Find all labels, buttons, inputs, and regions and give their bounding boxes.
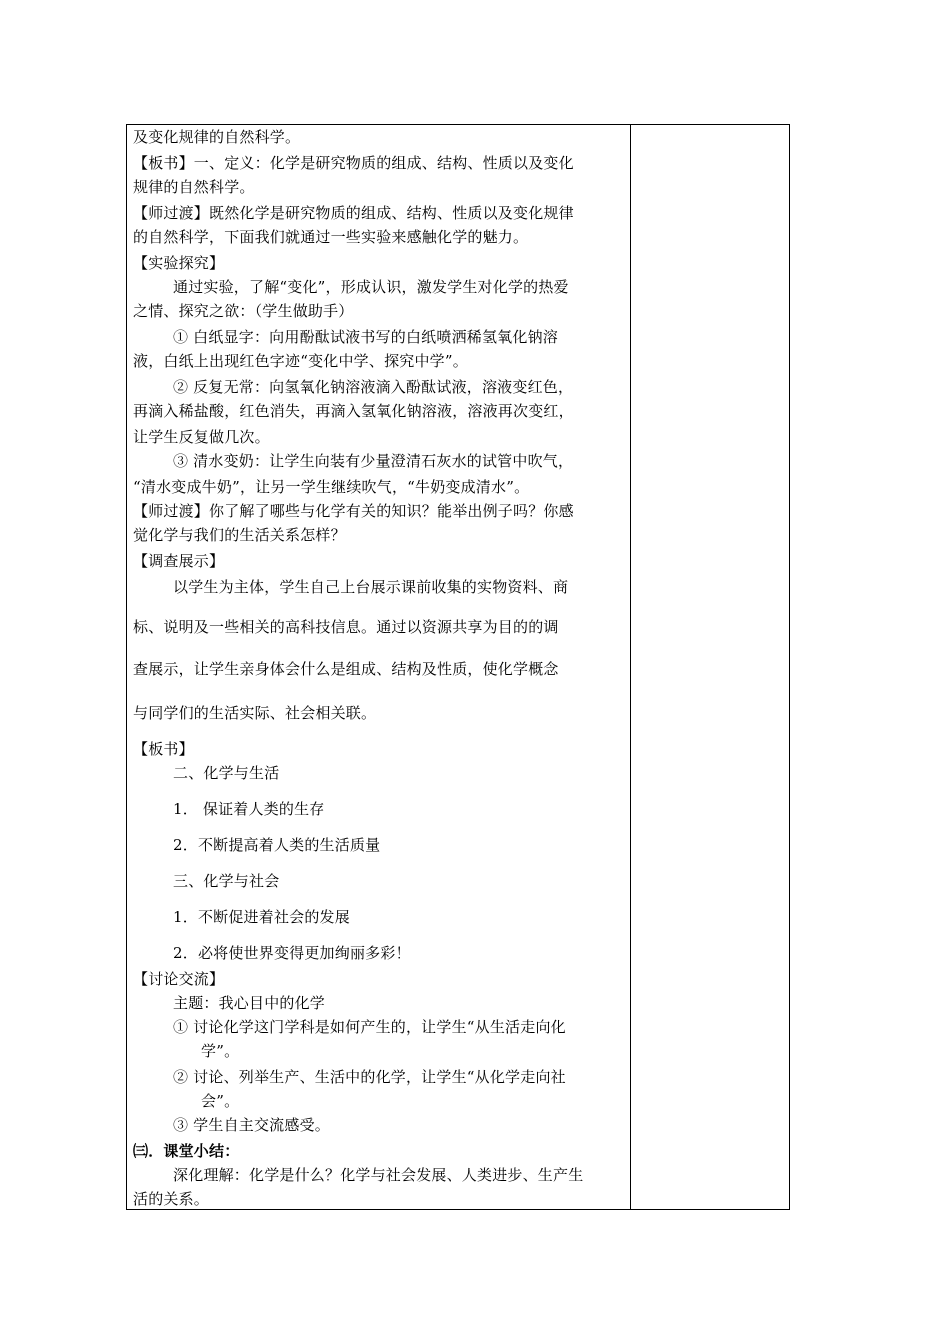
lesson-table [126, 124, 790, 1210]
text-line: 以学生为主体，学生自己上台展示课前收集的实物资料、商 [173, 578, 569, 596]
list-item-continuation: 会”。 [201, 1092, 240, 1110]
text-line: 规律的自然科学。 [133, 178, 255, 196]
text-line: 再滴入稀盐酸，红色消失，再滴入氢氧化钠溶液，溶液再次变红， [133, 402, 574, 420]
text-line: 【板书】一、定义：化学是研究物质的组成、结构、性质以及变化 [133, 154, 574, 172]
text-line: ② 反复无常：向氢氧化钠溶液滴入酚酞试液，溶液变红色， [173, 378, 574, 396]
text-line: 通过实验，了解“变化”，形成认识，激发学生对化学的热爱 [173, 278, 569, 296]
text-line: 查展示，让学生亲身体会什么是组成、结构及性质，使化学概念 [133, 660, 559, 678]
text-line: 与同学们的生活实际、社会相关联。 [133, 704, 377, 722]
list-item: 2．必将使世界变得更加绚丽多彩！ [173, 944, 411, 962]
list-item-continuation: 学”。 [201, 1042, 240, 1060]
column-divider [630, 125, 631, 1209]
section-heading: 【调查展示】 [133, 552, 225, 570]
text-line: 让学生反复做几次。 [133, 428, 270, 446]
text-line: ③ 清水变奶：让学生向装有少量澄清石灰水的试管中吹气， [173, 452, 574, 470]
text-line: 标、说明及一些相关的高科技信息。通过以资源共享为目的的调 [133, 618, 559, 636]
text-line: 的自然科学，下面我们就通过一些实验来感触化学的魅力。 [133, 228, 529, 246]
text-line: 深化理解：化学是什么？化学与社会发展、人类进步、生产生 [173, 1166, 584, 1184]
text-line: 液，白纸上出现红色字迹“变化中学、探究中学”。 [133, 352, 468, 370]
text-line: 觉化学与我们的生活关系怎样？ [133, 526, 346, 544]
text-line: 主题：我心目中的化学 [173, 994, 326, 1012]
text-line: 之情、探究之欲：（学生做助手） [133, 302, 354, 320]
list-item: 1． 保证着人类的生存 [173, 800, 325, 818]
list-item: 2．不断提高着人类的生活质量 [173, 836, 381, 854]
list-item: 1．不断促进着社会的发展 [173, 908, 350, 926]
text-line: 三、化学与社会 [173, 872, 280, 890]
section-heading: ㈢．课堂小结： [133, 1142, 240, 1160]
section-heading: 【板书】 [133, 740, 194, 758]
text-line: ① 白纸显字：向用酚酞试液书写的白纸喷洒稀氢氧化钠溶 [173, 328, 558, 346]
list-item: ③ 学生自主交流感受。 [173, 1116, 330, 1134]
text-line: “清水变成牛奶”，让另一学生继续吹气，“牛奶变成清水”。 [133, 478, 530, 496]
text-line: 二、化学与生活 [173, 764, 280, 782]
section-heading: 【讨论交流】 [133, 970, 225, 988]
text-line: 及变化规律的自然科学。 [133, 128, 301, 146]
text-line: 【师过渡】既然化学是研究物质的组成、结构、性质以及变化规律 [133, 204, 574, 222]
text-line: 【师过渡】你了解了哪些与化学有关的知识？能举出例子吗？你感 [133, 502, 574, 520]
text-line: 活的关系。 [133, 1190, 210, 1208]
list-item: ② 讨论、列举生产、生活中的化学，让学生“从化学走向社 [173, 1068, 566, 1086]
section-heading: 【实验探究】 [133, 254, 225, 272]
list-item: ① 讨论化学这门学科是如何产生的，让学生“从生活走向化 [173, 1018, 566, 1036]
